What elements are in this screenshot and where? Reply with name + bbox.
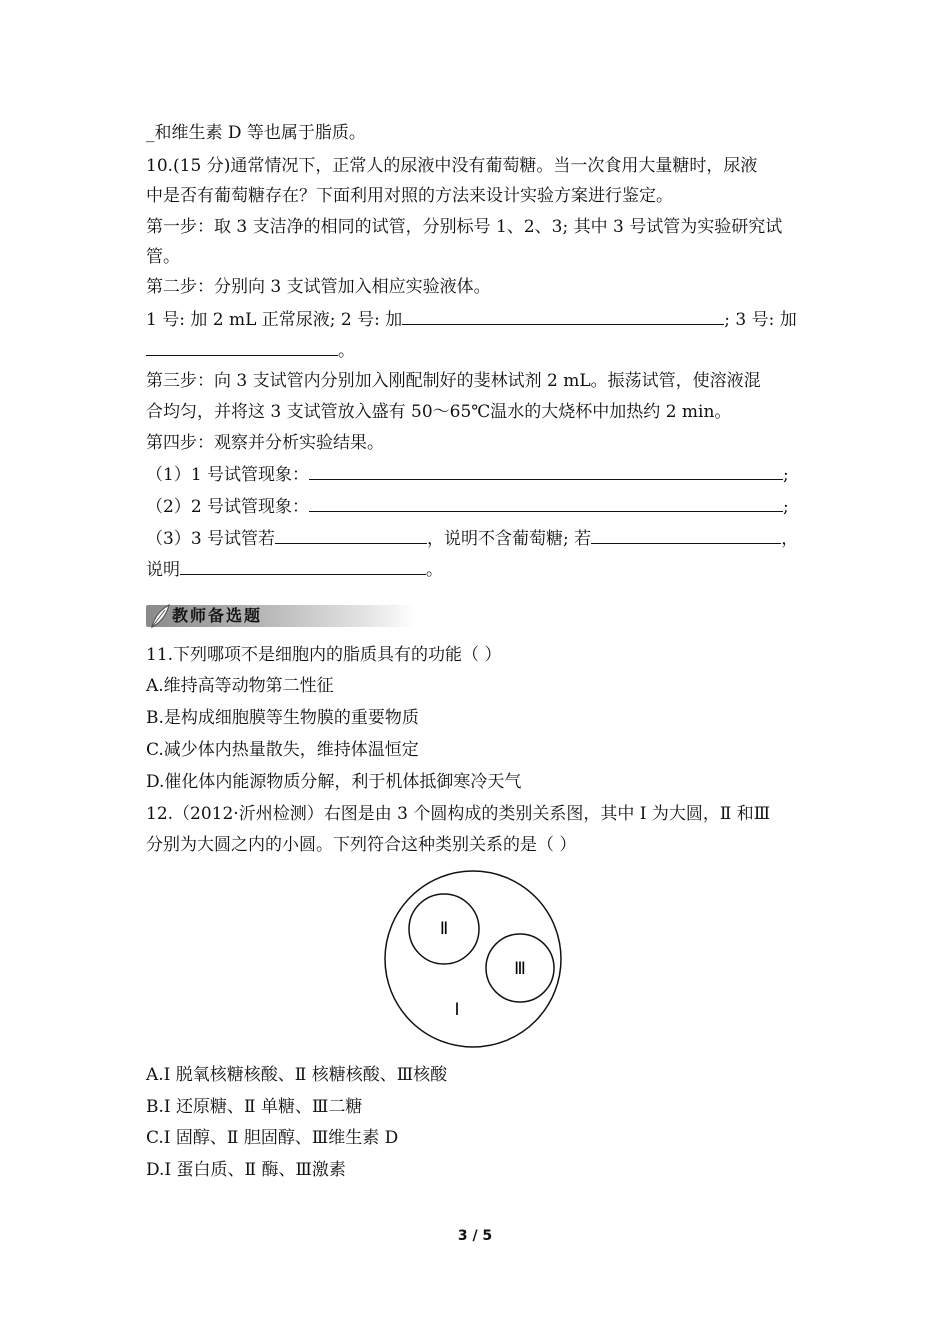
q10-step3-a: 第三步：向 3 支试管内分别加入刚配制好的斐林试剂 2 mL。振荡试管，使溶液混 bbox=[146, 371, 761, 391]
obs3-mid: ，说明不含葡萄糖; 若 bbox=[427, 529, 592, 549]
q12-option-d[interactable]: D.Ⅰ 蛋白质、Ⅱ 酶、Ⅲ激素 bbox=[146, 1160, 346, 1180]
obs3-blank-3[interactable] bbox=[180, 558, 426, 575]
obs1-end: ; bbox=[783, 465, 789, 485]
obs3-blank-1[interactable] bbox=[275, 527, 427, 544]
tube-2-blank[interactable] bbox=[402, 308, 724, 325]
circle-big bbox=[385, 871, 561, 1047]
label-small-1: Ⅱ bbox=[439, 919, 449, 938]
obs3-comma: ， bbox=[781, 529, 799, 549]
label-big: Ⅰ bbox=[454, 1000, 460, 1019]
q10-tubes-line2 bbox=[146, 339, 355, 362]
obs3-end: 。 bbox=[426, 560, 443, 580]
obs2-end: ; bbox=[783, 497, 789, 517]
q10-stem-line2: 中是否有葡萄糖存在？下面利用对照的方法来设计实验方案进行鉴定。 bbox=[146, 186, 673, 206]
tube-3-blank[interactable] bbox=[146, 339, 338, 356]
tube-1-2-text: 1 号: 加 2 mL 正常尿液; 2 号: 加 bbox=[146, 310, 403, 330]
q10-step1-a: 第一步：取 3 支洁净的相同的试管，分别标号 1、2、3; 其中 3 号试管为实验研究试 bbox=[146, 217, 783, 237]
q12-option-a[interactable]: A.Ⅰ 脱氧核糖核酸、Ⅱ 核糖核酸、Ⅲ核酸 bbox=[146, 1065, 448, 1085]
q10-step3-b: 合均匀，并将这 3 支试管放入盛有 50～65℃温水的大烧杯中加热约 2 min。 bbox=[146, 402, 732, 422]
q12-option-c[interactable]: C.Ⅰ 固醇、Ⅱ 胆固醇、Ⅲ维生素 D bbox=[146, 1128, 399, 1148]
q10-tubes-line bbox=[146, 308, 797, 331]
banner-title: 教师备选题 bbox=[172, 606, 263, 625]
q11-option-a[interactable]: A.维持高等动物第二性征 bbox=[146, 676, 334, 696]
label-small-2: Ⅲ bbox=[514, 959, 526, 978]
obs1-label: （1）1 号试管现象： bbox=[146, 465, 310, 485]
q11-option-d[interactable]: D.催化体内能源物质分解，利于机体抵御寒冷天气 bbox=[146, 772, 522, 792]
obs3-explain-label: 说明 bbox=[146, 560, 180, 580]
q11-option-c[interactable]: C.减少体内热量散失，维持体温恒定 bbox=[146, 740, 419, 760]
page-number: 3 / 5 bbox=[457, 1228, 493, 1244]
q10-obs3 bbox=[146, 527, 798, 550]
q10-obs3-line2 bbox=[146, 558, 443, 581]
venn-diagram bbox=[382, 868, 564, 1050]
leaf-icon bbox=[148, 602, 172, 630]
q9-tail: _和维生素 D 等也属于脂质。 bbox=[146, 123, 366, 143]
obs1-blank[interactable] bbox=[309, 463, 783, 480]
q10-step2: 第二步：分别向 3 支试管加入相应实验液体。 bbox=[146, 277, 491, 297]
q10-step4: 第四步：观察并分析实验结果。 bbox=[146, 433, 384, 453]
obs2-blank[interactable] bbox=[309, 495, 783, 512]
q10-obs2 bbox=[146, 495, 789, 518]
tube-end: 。 bbox=[338, 341, 355, 361]
q12-stem-a: 12.（2012·沂州检测）右图是由 3 个圆构成的类别关系图，其中 Ⅰ 为大圆，Ⅱ 和Ⅲ bbox=[146, 804, 771, 824]
q12-option-b[interactable]: B.Ⅰ 还原糖、Ⅱ 单糖、Ⅲ二糖 bbox=[146, 1097, 363, 1117]
obs2-label: （2）2 号试管现象： bbox=[146, 497, 310, 517]
teacher-questions-banner bbox=[146, 602, 416, 630]
q11-stem: 11.下列哪项不是细胞内的脂质具有的功能（ ） bbox=[146, 645, 502, 665]
q10-stem-line1: 10.(15 分)通常情况下，正常人的尿液中没有葡萄糖。当一次食用大量糖时，尿液 bbox=[146, 156, 758, 176]
q10-step1-b: 管。 bbox=[146, 247, 180, 267]
q12-stem-b: 分别为大圆之内的小圆。下列符合这种类别关系的是（ ） bbox=[146, 835, 577, 855]
tube-3-text: ; 3 号: 加 bbox=[724, 310, 797, 330]
q10-obs1 bbox=[146, 463, 789, 486]
obs3-blank-2[interactable] bbox=[591, 527, 781, 544]
q11-option-b[interactable]: B.是构成细胞膜等生物膜的重要物质 bbox=[146, 708, 419, 728]
obs3-label: （3）3 号试管若 bbox=[146, 529, 276, 549]
